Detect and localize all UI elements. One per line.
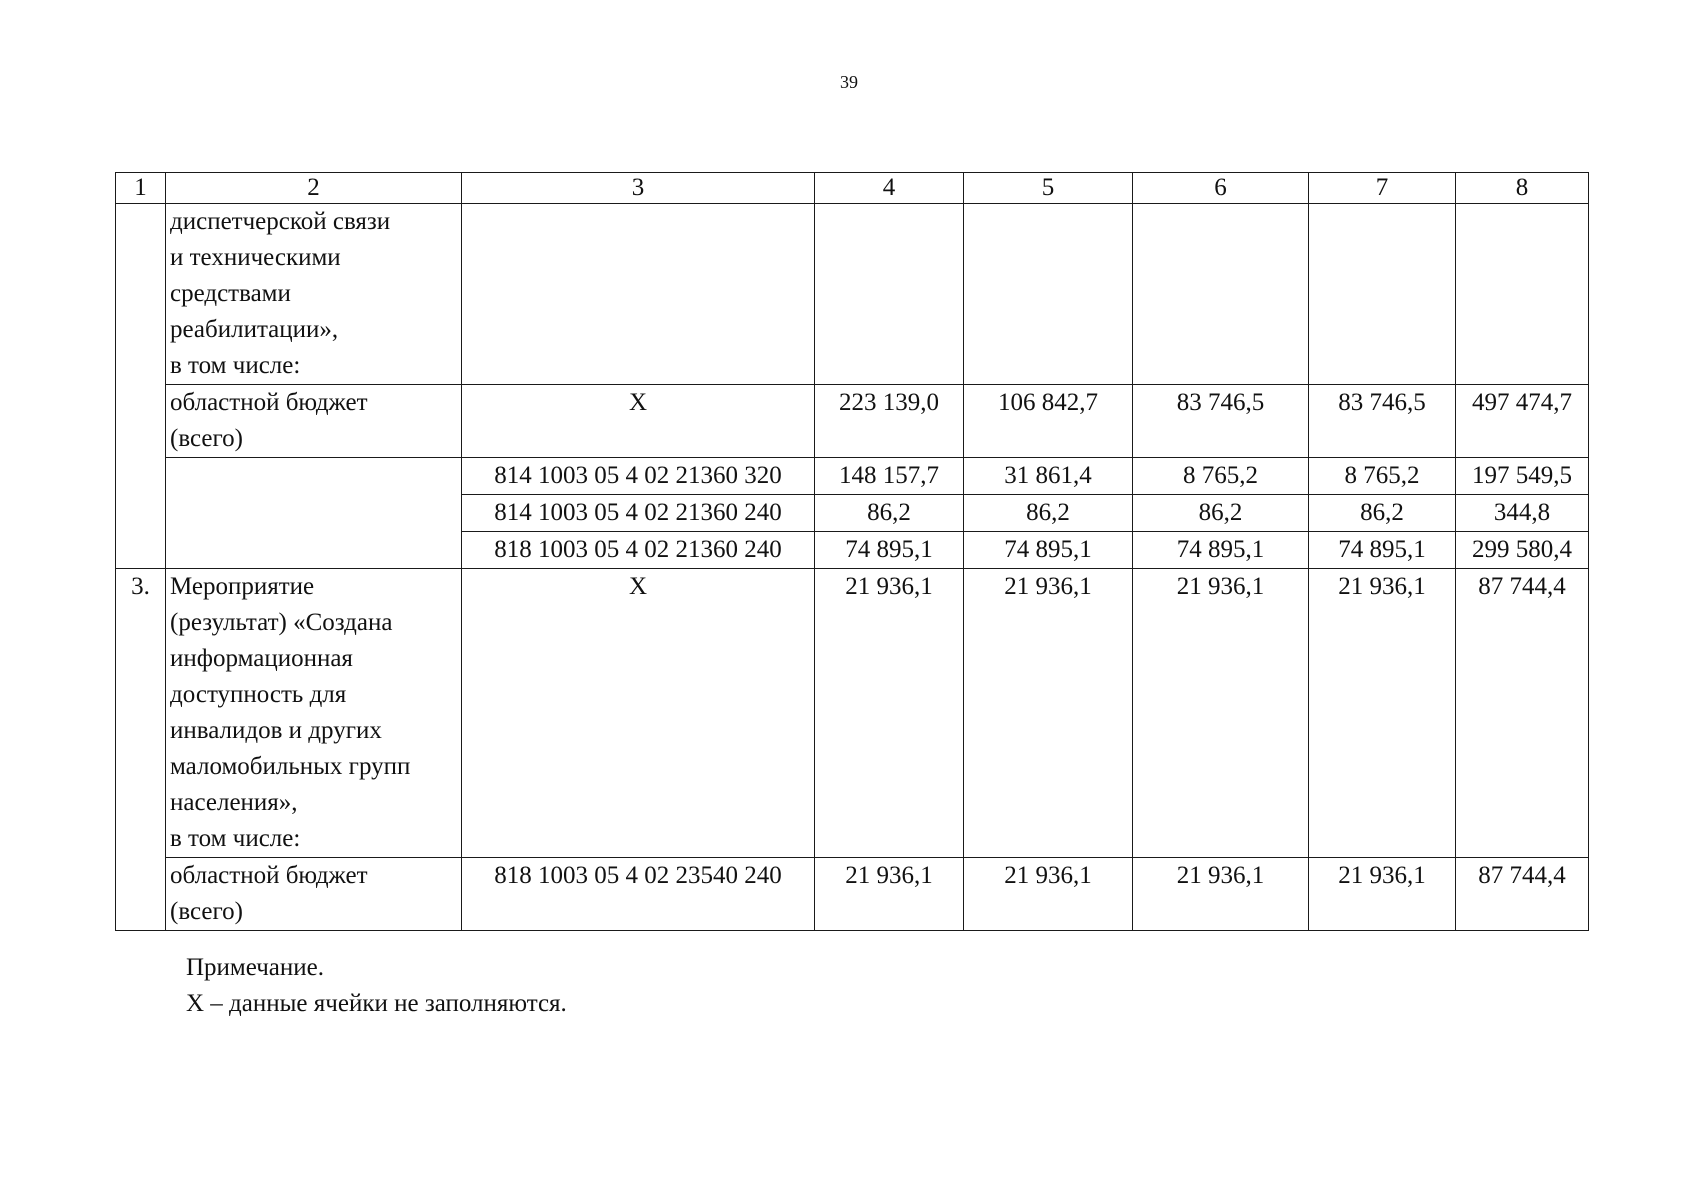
footnote-title: Примечание. (186, 954, 325, 981)
description-line: (результат) «Создана (170, 609, 393, 636)
table-row-code (116, 458, 1589, 495)
value-cell (1309, 204, 1456, 385)
description-line: в том числе: (170, 825, 301, 852)
value-cell: 223 139,0 (815, 385, 964, 458)
footnote-text: X – данные ячейки не заполняются. (186, 990, 567, 1017)
budget-label-cell-empty (166, 458, 462, 569)
value-cell (1456, 204, 1589, 385)
value-cell: 74 895,1 (815, 532, 964, 569)
value-cell: 21 936,1 (964, 569, 1133, 858)
value-cell: 21 936,1 (1133, 569, 1309, 858)
table-header-row (116, 173, 1589, 204)
description-line: маломобильных групп (170, 753, 411, 780)
value-cell (815, 204, 964, 385)
value-cell: 31 861,4 (964, 458, 1133, 495)
description-line: доступность для (170, 681, 347, 708)
header-cell: 7 (1309, 173, 1456, 204)
value-cell: 21 936,1 (1133, 858, 1309, 931)
value-cell (964, 204, 1133, 385)
table-row-continuation (116, 204, 1589, 385)
value-cell: 86,2 (815, 495, 964, 532)
header-cell: 2 (166, 173, 462, 204)
value-cell: 299 580,4 (1456, 532, 1589, 569)
description-line: населения», (170, 789, 298, 816)
value-cell: 74 895,1 (1309, 532, 1456, 569)
value-cell: 197 549,5 (1456, 458, 1589, 495)
table-row-regional-budget (116, 385, 1589, 458)
value-cell: 86,2 (964, 495, 1133, 532)
header-cell: 1 (116, 173, 166, 204)
value-cell: 83 746,5 (1133, 385, 1309, 458)
code-cell: 814 1003 05 4 02 21360 240 (462, 495, 815, 532)
budget-table (115, 172, 1589, 931)
description-cell (166, 204, 462, 385)
value-cell: 8 765,2 (1309, 458, 1456, 495)
footnote (186, 950, 567, 1022)
value-cell: 86,2 (1133, 495, 1309, 532)
table-row-regional-budget (116, 858, 1589, 931)
description-line: реабилитации», (170, 316, 339, 343)
index-cell: 3. (116, 569, 166, 931)
value-cell: 87 744,4 (1456, 858, 1589, 931)
value-cell (1133, 204, 1309, 385)
budget-label-line: областной бюджет (170, 389, 368, 416)
code-cell: X (462, 385, 815, 458)
description-line: диспетчерской связи (170, 208, 391, 235)
description-line: в том числе: (170, 352, 301, 379)
description-line: средствами (170, 280, 291, 307)
header-cell: 3 (462, 173, 815, 204)
header-cell: 6 (1133, 173, 1309, 204)
budget-label-line: (всего) (170, 898, 243, 925)
value-cell: 148 157,7 (815, 458, 964, 495)
value-cell: 8 765,2 (1133, 458, 1309, 495)
header-cell: 5 (964, 173, 1133, 204)
value-cell: 21 936,1 (1309, 569, 1456, 858)
table-row-item-3 (116, 569, 1589, 858)
value-cell: 497 474,7 (1456, 385, 1589, 458)
value-cell: 106 842,7 (964, 385, 1133, 458)
value-cell: 74 895,1 (1133, 532, 1309, 569)
description-line: информационная (170, 645, 353, 672)
budget-label-cell (166, 858, 462, 931)
budget-label-cell (166, 385, 462, 458)
budget-label-line: (всего) (170, 425, 243, 452)
value-cell: 74 895,1 (964, 532, 1133, 569)
value-cell: 21 936,1 (815, 569, 964, 858)
value-cell: 86,2 (1309, 495, 1456, 532)
code-cell: X (462, 569, 815, 858)
code-cell (462, 204, 815, 385)
page-number: 39 (840, 72, 858, 92)
code-cell: 818 1003 05 4 02 21360 240 (462, 532, 815, 569)
code-cell: 814 1003 05 4 02 21360 320 (462, 458, 815, 495)
value-cell: 83 746,5 (1309, 385, 1456, 458)
value-cell: 344,8 (1456, 495, 1589, 532)
index-cell-empty (116, 204, 166, 569)
header-cell: 8 (1456, 173, 1589, 204)
value-cell: 87 744,4 (1456, 569, 1589, 858)
value-cell: 21 936,1 (815, 858, 964, 931)
description-line: инвалидов и других (170, 717, 382, 744)
value-cell: 21 936,1 (1309, 858, 1456, 931)
description-line: и техническими (170, 244, 341, 271)
code-cell: 818 1003 05 4 02 23540 240 (462, 858, 815, 931)
header-cell: 4 (815, 173, 964, 204)
budget-label-line: областной бюджет (170, 862, 368, 889)
description-cell (166, 569, 462, 858)
value-cell: 21 936,1 (964, 858, 1133, 931)
description-line: Мероприятие (170, 573, 315, 600)
